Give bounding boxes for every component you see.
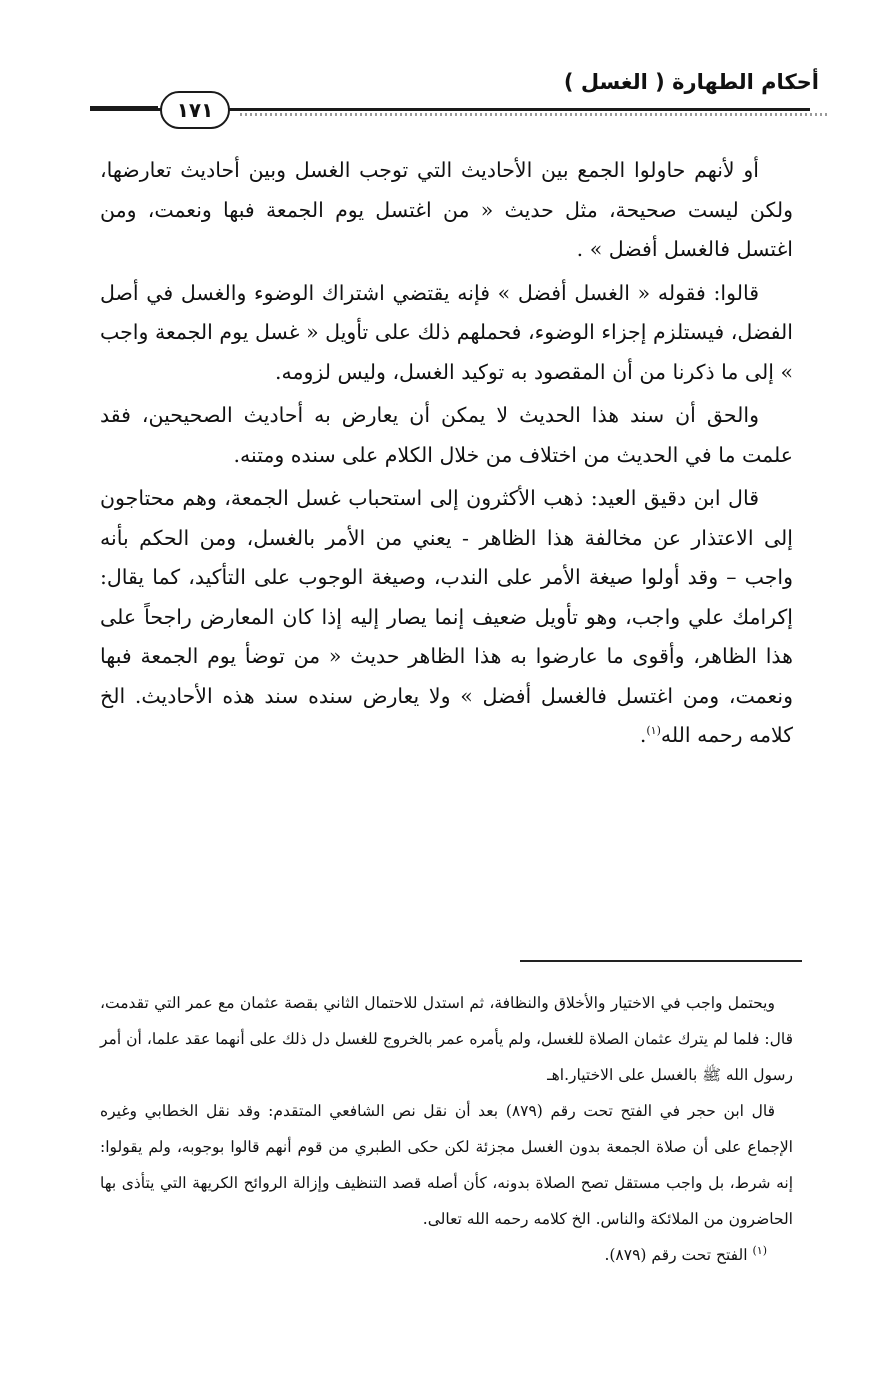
body-paragraph: أو لأنهم حاولوا الجمع بين الأحاديث التي توجب الغسل وبين أحاديث تعارضها، ولكن ليست صحيحة، مثل حديث « من اغتسل يوم الجمعة فبها ونعمت، ومن اغتسل فالغسل أفضل » . <box>100 158 793 261</box>
footnotes <box>100 985 793 1273</box>
body-paragraph: والحق أن سند هذا الحديث لا يمكن أن يعارض به أحاديث الصحيحين، فقد علمت ما في الحديث من اختلاف من خلال الكلام على سنده ومتنه. <box>100 403 793 467</box>
final-period: . <box>639 723 647 747</box>
body-paragraph: قالوا: فقوله « الغسل أفضل » فإنه يقتضي اشتراك الوضوء والغسل في أصل الفضل، فيستلزم إجزاء الوضوء، فحملهم ذلك على تأويل « غسل يوم الجمعة واجب » إلى ما ذكرنا من أن المقصود به توكيد الغسل، وليس لزومه. <box>100 280 793 384</box>
body-paragraph-text: قال ابن دقيق العيد: ذهب الأكثرون إلى استحباب غسل الجمعة، وهم محتاجون إلى الاعتذار عن مخالفة هذا الظاهر - يعني من الأمر بالغسل، ومن الحكم بأنه واجب – وقد أولوا صيغة الأمر على الندب، وصيغة الوجوب على التأكيد، كما يقال: إكرامك علي واجب، وهو تأويل ضعيف إنما يصار إليه إذا كان المعارض راجحاً على هذا الظاهر، وأقوى ما عارضوا به هذا الظاهر حديث « من توضأ يوم الجمعة فبها ونعمت، ومن اغتسل فالغسل أفضل » ولا يعارض سنده سند هذه الأحاديث. الخ كلامه رحمه الله <box>100 486 793 747</box>
footnote-separator <box>520 960 802 962</box>
main-text <box>100 151 793 760</box>
footnote-text: الفتح تحت رقم (٨٧٩). <box>604 1246 748 1264</box>
footnote-reference: (١) <box>646 724 661 738</box>
page-number: ١٧١ <box>160 91 230 129</box>
footnote-item <box>100 1237 793 1273</box>
footnote-paragraph: ويحتمل واجب في الاختيار والأخلاق والنظافة، ثم استدل للاحتمال الثاني بقصة عثمان مع عمر التي تقدمت، قال: فلما لم يترك عثمان الصلاة للغسل، ولم يأمره عمر بالخروج للغسل دل ذلك على أنهما عقد علما، أن أمر رسول الله ﷺ بالغسل على الاختيار.اهـ <box>100 994 793 1084</box>
header-dotted-rule <box>240 113 830 116</box>
body-paragraph-last <box>100 479 793 756</box>
footnote-paragraph: قال ابن حجر في الفتح تحت رقم (٨٧٩) بعد أن نقل نص الشافعي المتقدم: وقد نقل الخطابي وغيره الإجماع على أن صلاة الجمعة بدون الغسل مجزئة لكن حكى الطبري من قوم أنهم قالوا بوجوبه، ولم يقولوا: إنه شرط، بل واجب مستقل تصح الصلاة بدونه، كأن أصله قصد التنظيف وإزالة الروائح الكريهة التي يتأذى بها الحاضرون من الملائكة والناس. الخ كلامه رحمه الله تعالى. <box>100 1102 793 1228</box>
running-title: أحكام الطهارة ( الغسل ) <box>563 70 819 94</box>
footnote-number: (١) <box>752 1243 767 1257</box>
